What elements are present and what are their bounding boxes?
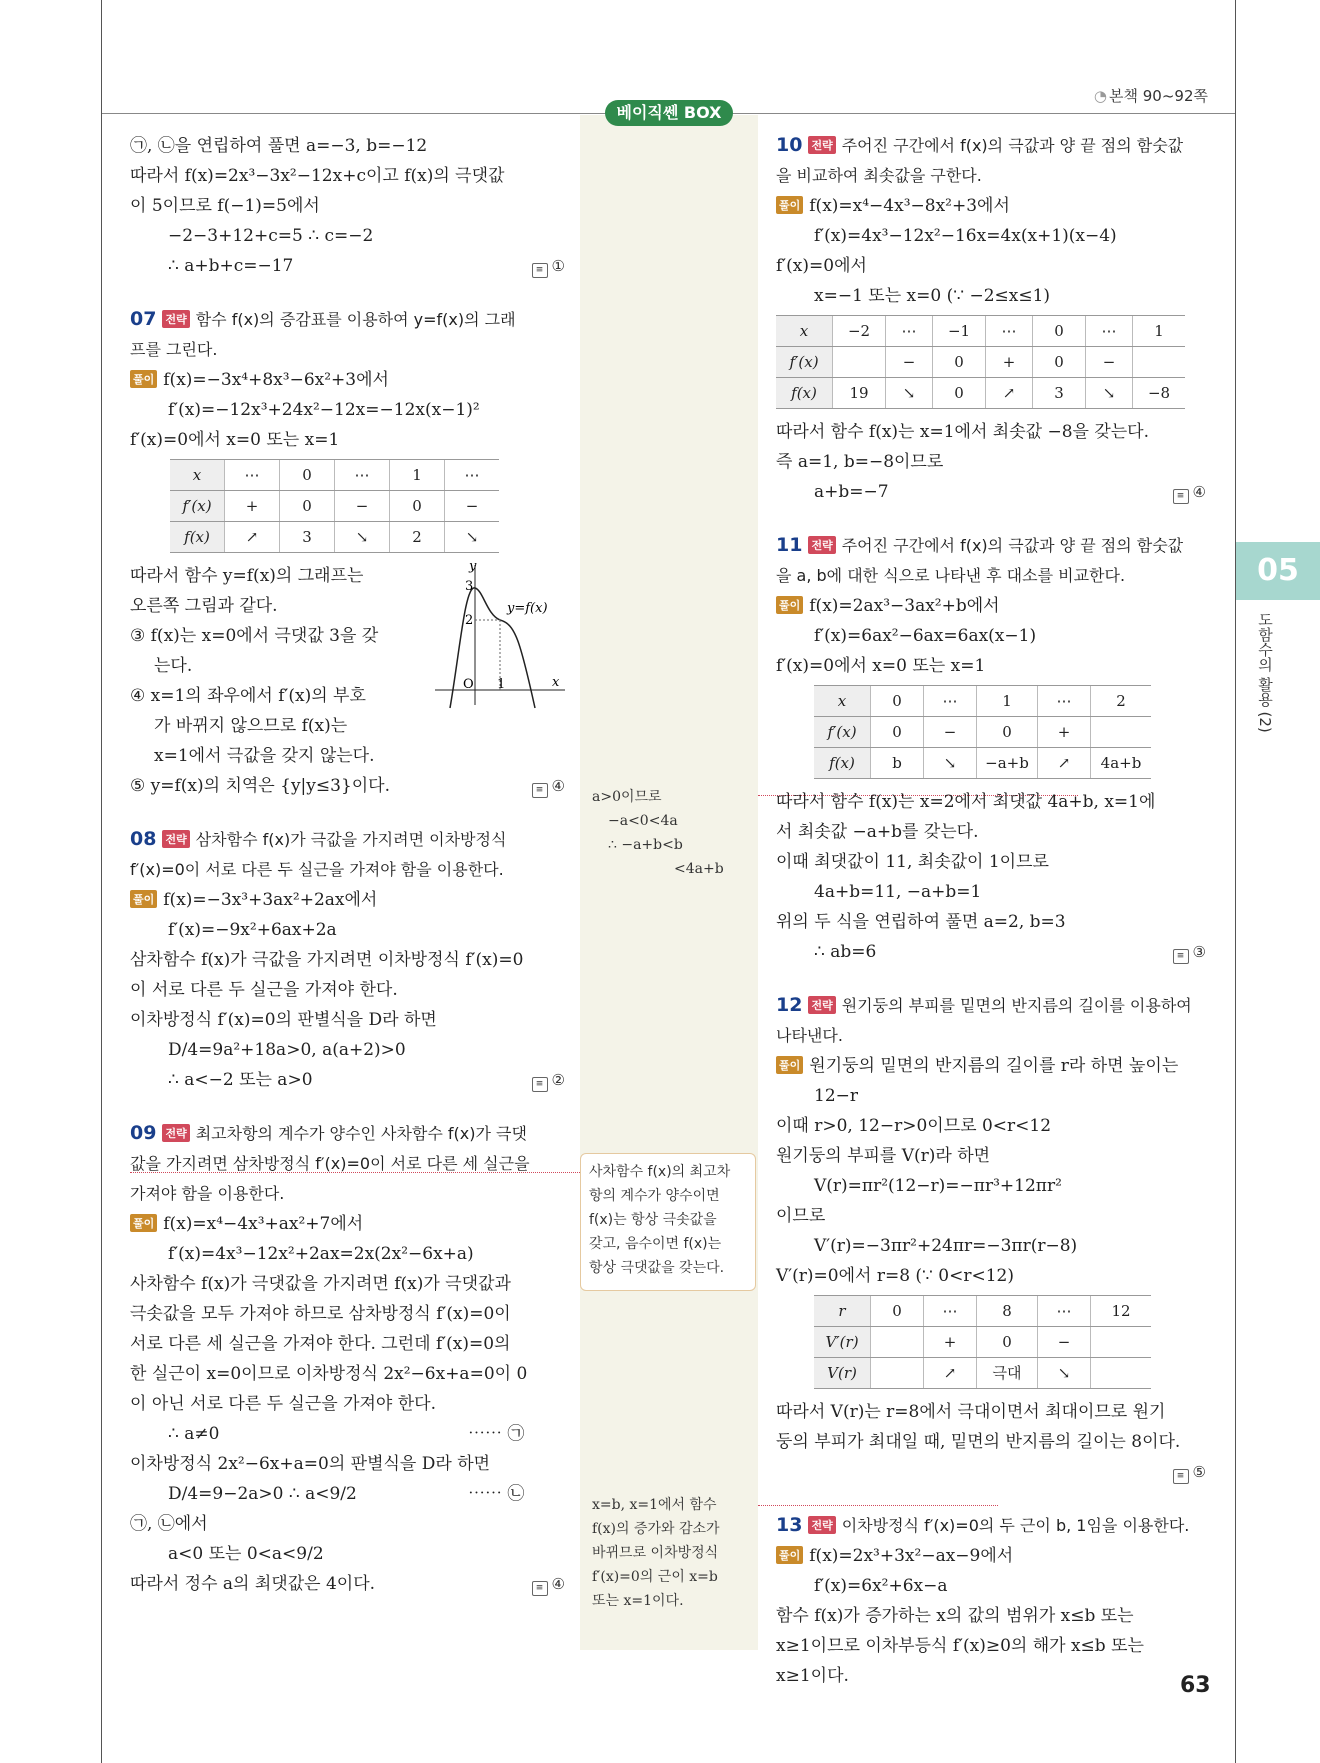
text-line: 이 서로 다른 두 실근을 가져야 한다.: [130, 980, 398, 1000]
table-cell: −: [335, 491, 390, 522]
table-cell: f(x): [170, 522, 225, 553]
variation-table-11: [814, 685, 1151, 779]
table-cell: 19: [833, 378, 886, 409]
text-line: f′(x)=6x²+6x−a: [814, 1576, 948, 1596]
table-cell: f′(x): [776, 347, 833, 378]
book-reference: ◔ 본책 90~92쪽: [1093, 87, 1208, 105]
table-cell: −2: [833, 316, 886, 347]
solution-line: 풀이 f(x)=2ax³−3ax²+b에서: [776, 591, 1206, 621]
table-cell: 1: [390, 460, 445, 491]
text-line: 따라서 f(x)=2x³−3x²−12x+c이고 f(x)의 극댓값: [130, 166, 505, 186]
answer-icon: ≡: [1173, 949, 1189, 964]
basic-box-band: [580, 115, 758, 1650]
problem-13-strategy: 13 전략 이차방정식 f′(x)=0의 두 근이 b, 1임을 이용한다.: [776, 1514, 1190, 1536]
text-line: 따라서 V(r)는 r=8에서 극대이면서 최대이므로 원기: [776, 1402, 1166, 1422]
answer-08: ≡ ②: [532, 1065, 565, 1095]
table-cell: r: [814, 1296, 871, 1327]
right-column: [776, 131, 1206, 1691]
table-cell: ⋯: [1038, 686, 1091, 717]
text-line: ∴ a<−2 또는 a>0 ≡ ②: [130, 1065, 565, 1095]
chapter-tab: 05: [1236, 542, 1320, 600]
table-cell: ↘: [1038, 1358, 1091, 1389]
refresh-icon: ◔: [1093, 87, 1108, 105]
solution-line: 풀이 f(x)=−3x³+3ax²+2ax에서: [130, 885, 565, 915]
text-line: D/4=9a²+18a>0, a(a+2)>0: [168, 1040, 406, 1060]
table-row: [814, 1327, 1151, 1358]
text-line: ∴ a+b+c=−17 ≡ ①: [130, 251, 565, 281]
answer-10: ≡ ④: [1173, 477, 1206, 507]
text-line: V′(r)=0에서 r=8 (∵ 0<r<12): [776, 1266, 1014, 1286]
text-line: x=−1 또는 x=0 (∵ −2≤x≤1): [814, 286, 1051, 306]
table-cell: +: [986, 347, 1033, 378]
table-cell: [1091, 717, 1152, 748]
table-cell: 0: [871, 686, 924, 717]
table-cell: x: [814, 686, 871, 717]
origin-label: O: [463, 677, 474, 692]
table-cell: −: [1086, 347, 1133, 378]
variation-table-07: [170, 459, 499, 553]
text-line: 둥의 부피가 최대일 때, 밑면의 반지름의 길이는 8이다.: [776, 1432, 1181, 1452]
table-cell: 2: [1091, 686, 1152, 717]
text-line: D/4=9−2a>0 ∴ a<9/2 ⋯⋯ ㉡: [168, 1484, 525, 1504]
table-row: [170, 460, 499, 491]
table-row: [776, 316, 1185, 347]
table-cell: ↗: [225, 522, 280, 553]
side-note-3: x=b, x=1에서 함수 f(x)의 증가와 감소가 바뀌므로 이차방정식 f′(x)=0의 근이 x=b 또는 x=1이다.: [592, 1497, 720, 1609]
answer-12: ≡ ⑤: [1173, 1457, 1206, 1487]
text-line: V′(r)=−3πr²+24πr=−3πr(r−8): [814, 1236, 1078, 1256]
text-line: 서로 다른 세 실근을 가져야 한다. 그런데 f′(x)=0의: [130, 1334, 511, 1354]
text-line: 삼차함수 f(x)가 극값을 가지려면 이차방정식 f′(x)=0: [130, 950, 524, 970]
table-cell: [871, 1358, 924, 1389]
table-cell: ↗: [924, 1358, 977, 1389]
table-cell: 0: [871, 717, 924, 748]
text-line: 즉 a=1, b=−8이므로: [776, 452, 944, 472]
text-line: f′(x)=0에서 x=0 또는 x=1: [130, 430, 340, 450]
side-note-box: 사차함수 f(x)의 최고차 항의 계수가 양수이면 f(x)는 항상 극솟값을 갖고, 음수이면 f(x)는 항상 극댓값을 갖는다.: [580, 1153, 756, 1291]
table-cell: 0: [977, 1327, 1038, 1358]
text-line: 극솟값을 모두 가져야 하므로 삼차방정식 f′(x)=0이: [130, 1304, 511, 1324]
table-cell: ↗: [986, 378, 1033, 409]
text-line: 이 아닌 서로 다른 두 실근을 가져야 한다.: [130, 1394, 436, 1414]
table-cell: 0: [390, 491, 445, 522]
table-cell: 0: [1033, 316, 1086, 347]
graph-07: [425, 560, 570, 710]
solution-line: 풀이 f(x)=2x³+3x²−ax−9에서: [776, 1541, 1206, 1571]
table-cell: +: [1038, 717, 1091, 748]
table-cell: ⋯: [1038, 1296, 1091, 1327]
text-line: 함수 f(x)가 증가하는 x의 값의 범위가 x≤b 또는: [776, 1606, 1134, 1626]
problem-08-strategy: 08 전략 삼차함수 f(x)가 극값을 가지려면 이차방정식: [130, 828, 507, 850]
table-row: [170, 522, 499, 553]
table-cell: −: [1038, 1327, 1091, 1358]
strategy-line: 값을 가지려면 삼차방정식 f′(x)=0이 서로 다른 세 실근을: [130, 1154, 530, 1173]
table-cell: 0: [280, 460, 335, 491]
text-line: 이차방정식 f′(x)=0의 판별식을 D라 하면: [130, 1010, 437, 1030]
text-line: [776, 1457, 1206, 1487]
table-cell: ↗: [1038, 748, 1091, 779]
problem-12-strategy: 12 전략 원기둥의 부피를 밑면의 반지름의 길이를 이용하여: [776, 994, 1192, 1016]
table-cell: b: [871, 748, 924, 779]
table-cell: ⋯: [225, 460, 280, 491]
right-frame-line: [1235, 0, 1236, 1763]
answer-06: ≡ ①: [532, 251, 565, 281]
left-frame-line: [101, 0, 102, 1763]
table-cell: 3: [280, 522, 335, 553]
table-cell: 0: [280, 491, 335, 522]
table-cell: ⋯: [924, 686, 977, 717]
table-cell: ⋯: [986, 316, 1033, 347]
side-note-1: a>0이므로 −a<0<4a ∴ −a+b<b <4a+b: [592, 789, 724, 877]
strategy-line: 을 a, b에 대한 식으로 나타낸 후 대소를 비교한다.: [776, 566, 1126, 585]
strategy-line: f′(x)=0이 서로 다른 두 실근을 가져야 함을 이용한다.: [130, 860, 504, 879]
text-line: −2−3+12+c=5 ∴ c=−2: [168, 226, 374, 246]
variation-table-12: [814, 1295, 1151, 1389]
text-line: 따라서 함수 f(x)는 x=2에서 최댓값 4a+b, x=1에: [776, 792, 1156, 812]
text-line: 오른쪽 그림과 같다.: [130, 596, 278, 616]
text-line: f′(x)=6ax²−6ax=6ax(x−1): [814, 626, 1037, 646]
text-line: a+b=−7 ≡ ④: [776, 477, 1206, 507]
table-cell: ⋯: [445, 460, 500, 491]
table-cell: ↘: [886, 378, 933, 409]
problem-09-strategy: 09 전략 최고차항의 계수가 양수인 사차함수 f(x)가 극댓: [130, 1122, 527, 1144]
text-line: f′(x)=0에서: [776, 256, 867, 276]
table-row: [814, 717, 1151, 748]
table-row: [814, 748, 1151, 779]
text-line: f′(x)=−12x³+24x²−12x=−12x(x−1)²: [168, 400, 480, 420]
table-cell: ↘: [445, 522, 500, 553]
table-cell: ⋯: [886, 316, 933, 347]
table-row: [814, 1358, 1151, 1389]
text-line: 따라서 함수 f(x)는 x=1에서 최솟값 −8을 갖는다.: [776, 422, 1150, 442]
text-line: 이므로: [776, 1206, 826, 1226]
table-cell: x: [776, 316, 833, 347]
table-cell: ↘: [1086, 378, 1133, 409]
table-cell: [1091, 1358, 1152, 1389]
text-line: ④ x=1의 좌우에서 f′(x)의 부호: [130, 686, 366, 706]
text-line: x=1에서 극값을 갖지 않는다.: [154, 746, 375, 766]
table-cell: 3: [1033, 378, 1086, 409]
problem-10-strategy: 10 전략 주어진 구간에서 f(x)의 극값과 양 끝 점의 함숫값: [776, 134, 1184, 156]
solution-line: 풀이 f(x)=x⁴−4x³−8x²+3에서: [776, 191, 1206, 221]
tick-3: 3: [465, 579, 474, 594]
table-cell: −a+b: [977, 748, 1038, 779]
text-line: ∴ a≠0 ⋯⋯ ㉠: [168, 1424, 525, 1444]
text-line: 원기둥의 부피를 V(r)라 하면: [776, 1146, 991, 1166]
problem-11-strategy: 11 전략 주어진 구간에서 f(x)의 극값과 양 끝 점의 함숫값: [776, 534, 1184, 556]
table-cell: 12: [1091, 1296, 1152, 1327]
answer-icon: ≡: [1173, 489, 1189, 504]
text-line: ⑤ y=f(x)의 치역은 {y|y≤3}이다. ≡ ④: [130, 771, 565, 801]
tick-2: 2: [465, 613, 474, 628]
text-line: V(r)=πr²(12−r)=−πr³+12πr²: [814, 1176, 1062, 1196]
table-cell: 극대: [977, 1358, 1038, 1389]
table-row: [170, 491, 499, 522]
solution-line: 풀이 f(x)=−3x⁴+8x³−6x²+3에서: [130, 365, 565, 395]
leader-line: [130, 1172, 580, 1173]
answer-icon: ≡: [532, 1077, 548, 1092]
table-row: [776, 347, 1185, 378]
curve-label: y=f(x): [507, 601, 548, 616]
table-cell: −1: [933, 316, 986, 347]
table-cell: 1: [1133, 316, 1186, 347]
answer-icon: ≡: [532, 1581, 548, 1596]
table-cell: 1: [977, 686, 1038, 717]
answer-09: ≡ ④: [532, 1569, 565, 1599]
basic-box-label: 베이직쎈 BOX: [605, 100, 733, 126]
text-line: 가 바뀌지 않으므로 f(x)는: [154, 716, 348, 736]
table-cell: ↘: [335, 522, 390, 553]
text-line: 이때 최댓값이 11, 최솟값이 1이므로: [776, 852, 1049, 872]
table-cell: [1133, 347, 1186, 378]
table-cell: [1091, 1327, 1152, 1358]
table-cell: ↘: [924, 748, 977, 779]
table-cell: +: [924, 1327, 977, 1358]
text-line: 따라서 함수 y=f(x)의 그래프는: [130, 566, 364, 586]
table-cell: ⋯: [335, 460, 390, 491]
solution-line: 풀이 원기둥의 밑면의 반지름의 길이를 r라 하면 높이는: [776, 1051, 1206, 1081]
text-line: x≥1이다.: [776, 1666, 849, 1686]
table-cell: 0: [1033, 347, 1086, 378]
text-line: 이차방정식 2x²−6x+a=0의 판별식을 D라 하면: [130, 1454, 491, 1474]
strategy-line: 가져야 함을 이용한다.: [130, 1184, 285, 1203]
variation-table-10: [776, 315, 1185, 409]
text-line: x≥1이므로 이차부등식 f′(x)≥0의 해가 x≤b 또는: [776, 1636, 1144, 1656]
axis-y-label: y: [469, 560, 477, 574]
text-line: ㉠, ㉡에서: [130, 1514, 208, 1534]
table-row: [814, 686, 1151, 717]
table-cell: 0: [977, 717, 1038, 748]
tick-1: 1: [497, 677, 506, 692]
table-cell: V(r): [814, 1358, 871, 1389]
text-line: ③ f(x)는 x=0에서 극댓값 3을 갖: [130, 626, 379, 646]
answer-icon: ≡: [532, 263, 548, 278]
table-row: [776, 378, 1185, 409]
text-line: 이때 r>0, 12−r>0이므로 0<r<12: [776, 1116, 1052, 1136]
table-cell: −: [924, 717, 977, 748]
table-cell: f′(x): [170, 491, 225, 522]
chapter-title: 도함수의 활용 (2): [1256, 612, 1274, 733]
table-cell: f(x): [814, 748, 871, 779]
text-line: 서 최솟값 −a+b를 갖는다.: [776, 822, 979, 842]
text-line: f′(x)=4x³−12x²+2ax=2x(2x²−6x+a): [168, 1244, 474, 1264]
text-line: f′(x)=−9x²+6ax+2a: [168, 920, 337, 940]
strategy-line: 나타낸다.: [776, 1026, 843, 1045]
strategy-line: 프를 그린다.: [130, 340, 218, 359]
table-cell: V′(r): [814, 1327, 871, 1358]
table-cell: 2: [390, 522, 445, 553]
table-cell: −: [886, 347, 933, 378]
table-cell: [871, 1327, 924, 1358]
axis-x-label: x: [552, 675, 560, 690]
text-line: 따라서 정수 a의 최댓값은 4이다. ≡ ④: [130, 1569, 565, 1599]
table-cell: ⋯: [924, 1296, 977, 1327]
text-line: 12−r: [814, 1086, 859, 1106]
answer-icon: ≡: [1173, 1469, 1189, 1484]
text-line: a<0 또는 0<a<9/2: [168, 1544, 324, 1564]
answer-07: ≡ ④: [532, 771, 565, 801]
table-cell: −8: [1133, 378, 1186, 409]
solution-line: 풀이 f(x)=x⁴−4x³+ax²+7에서: [130, 1209, 565, 1239]
answer-11: ≡ ③: [1173, 937, 1206, 967]
table-cell: −: [445, 491, 500, 522]
table-cell: f(x): [776, 378, 833, 409]
problem-07-strategy: 07 전략 함수 f(x)의 증감표를 이용하여 y=f(x)의 그래: [130, 308, 516, 330]
table-cell: 4a+b: [1091, 748, 1152, 779]
text-line: 위의 두 식을 연립하여 풀면 a=2, b=3: [776, 912, 1066, 932]
text-line: 사차함수 f(x)가 극댓값을 가지려면 f(x)가 극댓값과: [130, 1274, 511, 1294]
text-line: 4a+b=11, −a+b=1: [814, 882, 982, 902]
strategy-line: 을 비교하여 최솟값을 구한다.: [776, 166, 982, 185]
text-line: 는다.: [154, 656, 193, 676]
table-cell: 0: [933, 347, 986, 378]
table-cell: +: [225, 491, 280, 522]
text-line: ∴ ab=6 ≡ ③: [776, 937, 1206, 967]
table-cell: 8: [977, 1296, 1038, 1327]
table-cell: x: [170, 460, 225, 491]
text-line: f′(x)=4x³−12x²−16x=4x(x+1)(x−4): [814, 226, 1117, 246]
table-cell: 0: [933, 378, 986, 409]
table-cell: 0: [871, 1296, 924, 1327]
text-line: 이 5이므로 f(−1)=5에서: [130, 196, 320, 216]
table-cell: [833, 347, 886, 378]
table-row: [814, 1296, 1151, 1327]
text-line: ㉠, ㉡을 연립하여 풀면 a=−3, b=−12: [130, 136, 428, 156]
table-cell: f′(x): [814, 717, 871, 748]
table-cell: ⋯: [1086, 316, 1133, 347]
text-line: f′(x)=0에서 x=0 또는 x=1: [776, 656, 986, 676]
page-number: 63: [1180, 1673, 1211, 1698]
left-column: [130, 131, 565, 1599]
answer-icon: ≡: [532, 783, 548, 798]
text-line: 한 실근이 x=0이므로 이차방정식 2x²−6x+a=0이 0: [130, 1364, 528, 1384]
